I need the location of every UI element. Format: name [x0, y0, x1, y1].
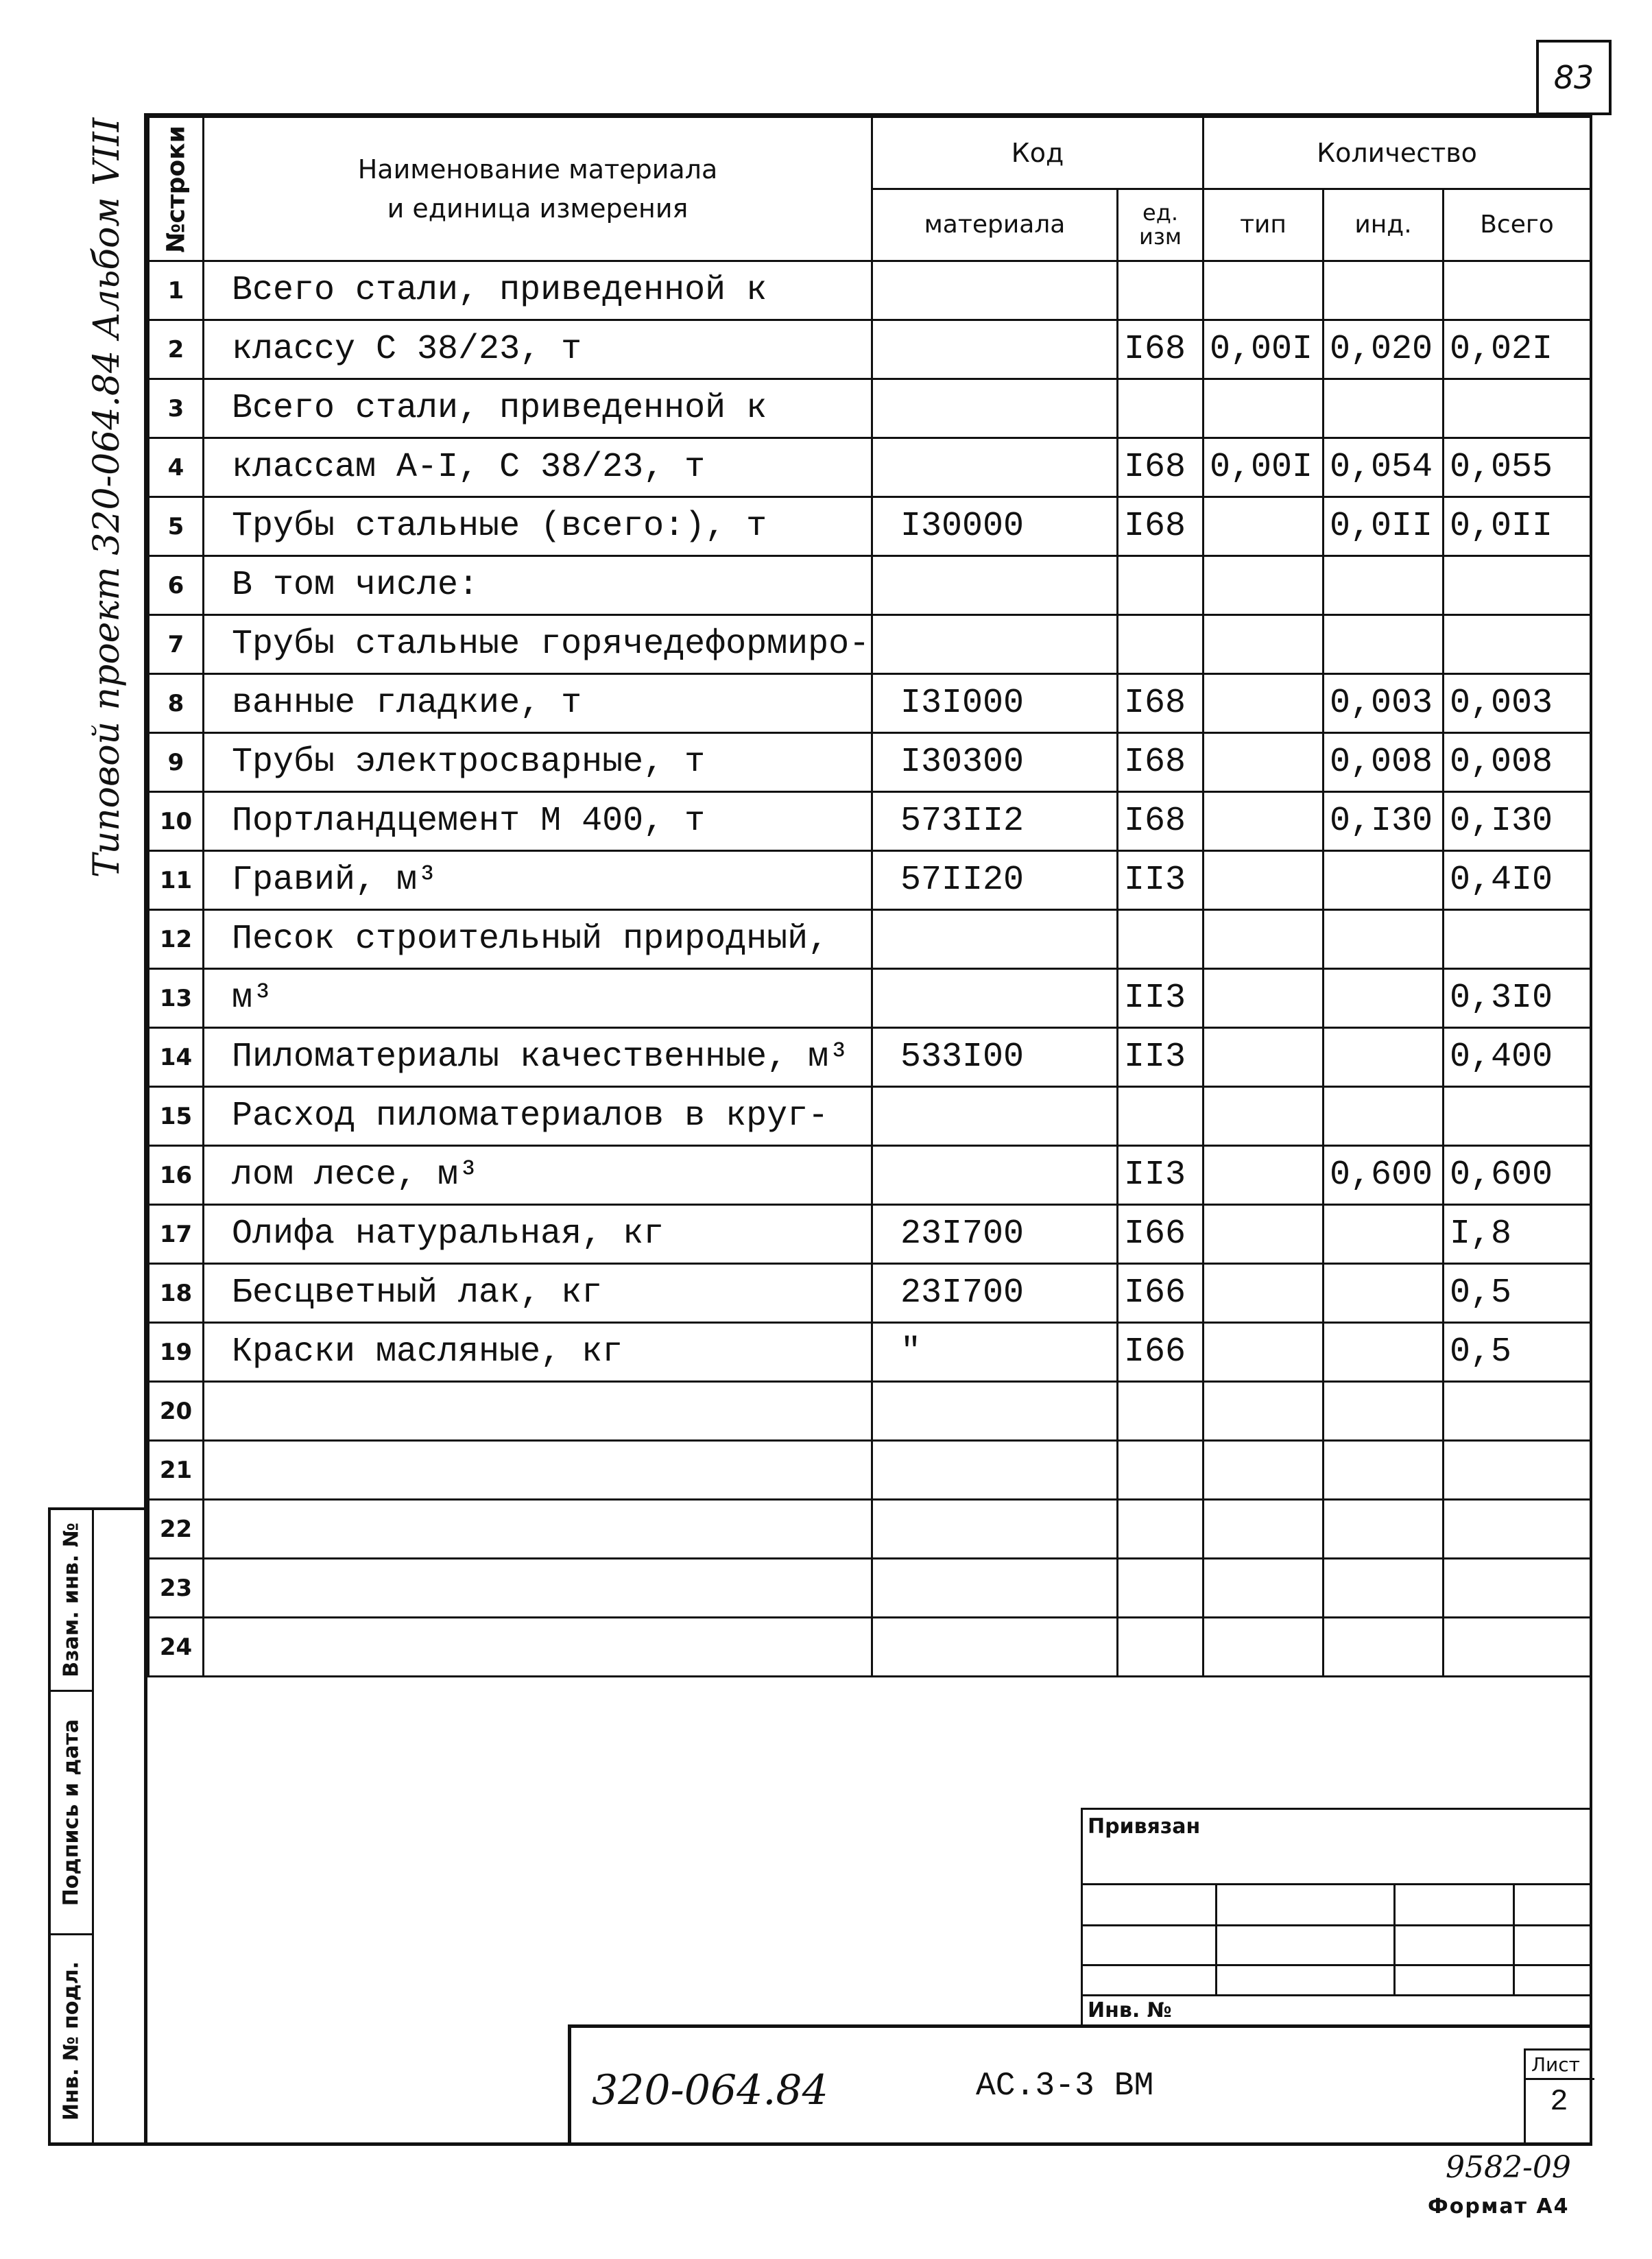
row-number: 6 — [149, 556, 204, 615]
qty-total — [1444, 261, 1591, 320]
row-number: 2 — [149, 320, 204, 379]
qty-ind — [1324, 851, 1444, 910]
material-code — [872, 1146, 1118, 1205]
table-row — [149, 615, 1591, 674]
qty-ind — [1324, 1087, 1444, 1146]
row-number: 7 — [149, 615, 204, 674]
qty-ind — [1324, 379, 1444, 438]
qty-ind — [1324, 1618, 1444, 1677]
material-name — [204, 1618, 872, 1677]
qty-ind — [1324, 1264, 1444, 1323]
side-inv-original: Инв. № подл. — [59, 1961, 84, 2120]
qty-total — [1444, 379, 1591, 438]
material-code: I3I000 — [872, 674, 1118, 733]
header-name: Наименование материала и единица измерения — [204, 117, 872, 261]
row-number: 13 — [149, 969, 204, 1028]
unit-code: I68 — [1118, 438, 1204, 497]
qty-total: 0,5 — [1444, 1264, 1591, 1323]
unit-code: I66 — [1118, 1205, 1204, 1264]
row-number: 11 — [149, 851, 204, 910]
qty-ind: 0,054 — [1324, 438, 1444, 497]
qty-ind — [1324, 1441, 1444, 1500]
table-row — [149, 1618, 1591, 1677]
material-name — [204, 1500, 872, 1559]
qty-ind — [1324, 1028, 1444, 1087]
qty-ind — [1324, 556, 1444, 615]
row-number: 8 — [149, 674, 204, 733]
qty-total: 0,I30 — [1444, 792, 1591, 851]
material-code — [872, 969, 1118, 1028]
unit-code — [1118, 1382, 1204, 1441]
table-row — [149, 1264, 1591, 1323]
header-code: Код — [872, 117, 1204, 189]
material-code: 573II2 — [872, 792, 1118, 851]
side-stamp — [48, 1507, 147, 2146]
qty-ind — [1324, 615, 1444, 674]
table-row — [149, 320, 1591, 379]
row-number: 24 — [149, 1618, 204, 1677]
qty-typ — [1204, 1028, 1324, 1087]
material-code — [872, 379, 1118, 438]
qty-total: 0,600 — [1444, 1146, 1591, 1205]
material-name: Гравий, м³ — [204, 851, 872, 910]
material-code — [872, 320, 1118, 379]
material-name — [204, 1382, 872, 1441]
row-number: 3 — [149, 379, 204, 438]
qty-total: 0,4I0 — [1444, 851, 1591, 910]
qty-typ — [1204, 1500, 1324, 1559]
qty-typ: 0,00I — [1204, 320, 1324, 379]
qty-ind — [1324, 1500, 1444, 1559]
qty-typ — [1204, 556, 1324, 615]
table-row — [149, 851, 1591, 910]
material-name: В том числе: — [204, 556, 872, 615]
unit-code — [1118, 379, 1204, 438]
sheet-box — [1524, 2048, 1592, 2146]
row-number: 21 — [149, 1441, 204, 1500]
unit-code: I68 — [1118, 733, 1204, 792]
row-number: 14 — [149, 1028, 204, 1087]
unit-code: II3 — [1118, 969, 1204, 1028]
inv-number-label: Инв. № — [1088, 1998, 1172, 2022]
table-row — [149, 1028, 1591, 1087]
row-number: 20 — [149, 1382, 204, 1441]
table-row — [149, 261, 1591, 320]
table-row — [149, 1500, 1591, 1559]
material-code: I30000 — [872, 497, 1118, 556]
material-name: Портландцемент М 400, т — [204, 792, 872, 851]
material-code: 23I700 — [872, 1264, 1118, 1323]
format-label: Формат А4 — [1428, 2195, 1570, 2219]
material-code — [872, 1441, 1118, 1500]
material-name: Пиломатериалы качественные, м³ — [204, 1028, 872, 1087]
material-name: Бесцветный лак, кг — [204, 1264, 872, 1323]
qty-ind — [1324, 1382, 1444, 1441]
unit-code: I66 — [1118, 1323, 1204, 1382]
table-row — [149, 1323, 1591, 1382]
table-row — [149, 438, 1591, 497]
material-code — [872, 910, 1118, 969]
material-name: Всего стали, приведенной к — [204, 261, 872, 320]
unit-code: II3 — [1118, 851, 1204, 910]
material-code: 23I700 — [872, 1205, 1118, 1264]
header-quantity: Количество — [1204, 117, 1591, 189]
header-row-number: №строки — [149, 117, 204, 261]
unit-code — [1118, 1087, 1204, 1146]
qty-total: 0,5 — [1444, 1323, 1591, 1382]
qty-total — [1444, 1441, 1591, 1500]
header-qty-total: Всего — [1444, 189, 1591, 261]
table-row — [149, 733, 1591, 792]
qty-typ — [1204, 379, 1324, 438]
row-number: 10 — [149, 792, 204, 851]
material-name: Трубы электросварные, т — [204, 733, 872, 792]
table-row — [149, 1441, 1591, 1500]
qty-total: I,8 — [1444, 1205, 1591, 1264]
unit-code — [1118, 1618, 1204, 1677]
material-name: Краски масляные, кг — [204, 1323, 872, 1382]
table-row — [149, 674, 1591, 733]
qty-typ — [1204, 1146, 1324, 1205]
qty-typ — [1204, 969, 1324, 1028]
material-code — [872, 261, 1118, 320]
unit-code — [1118, 1500, 1204, 1559]
qty-typ — [1204, 615, 1324, 674]
qty-total: 0,055 — [1444, 438, 1591, 497]
material-name: ванные гладкие, т — [204, 674, 872, 733]
sheet-label: Лист — [1531, 2053, 1580, 2076]
page-number: 83 — [1536, 40, 1612, 115]
unit-code: I66 — [1118, 1264, 1204, 1323]
qty-typ — [1204, 1618, 1324, 1677]
row-number: 15 — [149, 1087, 204, 1146]
qty-typ — [1204, 733, 1324, 792]
qty-ind — [1324, 969, 1444, 1028]
qty-ind — [1324, 910, 1444, 969]
material-code — [872, 556, 1118, 615]
qty-ind — [1324, 1559, 1444, 1618]
unit-code: II3 — [1118, 1146, 1204, 1205]
qty-ind: 0,0II — [1324, 497, 1444, 556]
qty-typ — [1204, 674, 1324, 733]
qty-typ — [1204, 851, 1324, 910]
qty-typ — [1204, 1441, 1324, 1500]
material-name: лом лесе, м³ — [204, 1146, 872, 1205]
side-stamp-divider — [92, 1510, 94, 2142]
qty-total: 0,0II — [1444, 497, 1591, 556]
material-code: " — [872, 1323, 1118, 1382]
material-code — [872, 615, 1118, 674]
table-row — [149, 969, 1591, 1028]
material-code — [872, 438, 1118, 497]
unit-code — [1118, 261, 1204, 320]
row-number: 16 — [149, 1146, 204, 1205]
qty-total — [1444, 556, 1591, 615]
material-name: классам А-I, С 38/23, т — [204, 438, 872, 497]
material-name: Песок строительный природный, — [204, 910, 872, 969]
table-row — [149, 497, 1591, 556]
qty-typ — [1204, 261, 1324, 320]
material-code — [872, 1618, 1118, 1677]
materials-table — [147, 116, 1592, 1677]
material-name: классу С 38/23, т — [204, 320, 872, 379]
table-row — [149, 556, 1591, 615]
qty-typ — [1204, 792, 1324, 851]
unit-code: I68 — [1118, 497, 1204, 556]
row-number: 4 — [149, 438, 204, 497]
material-name: Трубы стальные (всего:), т — [204, 497, 872, 556]
table-row — [149, 1382, 1591, 1441]
header-code-material: материала — [872, 189, 1118, 261]
material-code — [872, 1559, 1118, 1618]
material-name: Олифа натуральная, кг — [204, 1205, 872, 1264]
qty-ind: 0,600 — [1324, 1146, 1444, 1205]
qty-ind: 0,008 — [1324, 733, 1444, 792]
qty-ind — [1324, 1205, 1444, 1264]
qty-typ — [1204, 1559, 1324, 1618]
qty-ind: 0,020 — [1324, 320, 1444, 379]
header-code-unit: ед. изм — [1118, 189, 1204, 261]
qty-ind — [1324, 261, 1444, 320]
qty-total — [1444, 1382, 1591, 1441]
table-row — [149, 910, 1591, 969]
row-number: 5 — [149, 497, 204, 556]
qty-total — [1444, 1500, 1591, 1559]
qty-ind — [1324, 1323, 1444, 1382]
qty-ind: 0,003 — [1324, 674, 1444, 733]
qty-total: 0,003 — [1444, 674, 1591, 733]
unit-code: II3 — [1118, 1028, 1204, 1087]
row-number: 18 — [149, 1264, 204, 1323]
material-name: Трубы стальные горячедеформиро- — [204, 615, 872, 674]
qty-total — [1444, 615, 1591, 674]
document-title: АС.3-3 ВМ — [976, 2068, 1154, 2105]
row-number: 17 — [149, 1205, 204, 1264]
table-row — [149, 379, 1591, 438]
qty-typ — [1204, 1264, 1324, 1323]
archive-number: 9582-09 — [1446, 2150, 1571, 2185]
table-row — [149, 1559, 1591, 1618]
qty-total — [1444, 1559, 1591, 1618]
material-code — [872, 1500, 1118, 1559]
qty-typ — [1204, 910, 1324, 969]
qty-ind: 0,I30 — [1324, 792, 1444, 851]
qty-total: 0,3I0 — [1444, 969, 1591, 1028]
table-row — [149, 1205, 1591, 1264]
header-qty-typ: тип — [1204, 189, 1324, 261]
material-name: Всего стали, приведенной к — [204, 379, 872, 438]
material-code — [872, 1087, 1118, 1146]
qty-total: 0,008 — [1444, 733, 1591, 792]
qty-typ: 0,00I — [1204, 438, 1324, 497]
row-number: 12 — [149, 910, 204, 969]
title-block — [568, 2024, 1592, 2146]
qty-typ — [1204, 497, 1324, 556]
row-number: 9 — [149, 733, 204, 792]
unit-code — [1118, 615, 1204, 674]
qty-total: 0,02I — [1444, 320, 1591, 379]
row-number: 23 — [149, 1559, 204, 1618]
table-row — [149, 792, 1591, 851]
side-signature-date: Подпись и дата — [51, 1692, 92, 1935]
binding-label: Привязан — [1088, 1815, 1201, 1839]
row-number: 22 — [149, 1500, 204, 1559]
material-code: I30300 — [872, 733, 1118, 792]
material-name: м³ — [204, 969, 872, 1028]
unit-code: I68 — [1118, 792, 1204, 851]
material-code: 57II20 — [872, 851, 1118, 910]
qty-typ — [1204, 1382, 1324, 1441]
qty-total: 0,400 — [1444, 1028, 1591, 1087]
qty-total — [1444, 1087, 1591, 1146]
row-number: 19 — [149, 1323, 204, 1382]
qty-typ — [1204, 1087, 1324, 1146]
unit-code — [1118, 910, 1204, 969]
document-code: 320-064.84 — [592, 2066, 828, 2114]
material-name — [204, 1441, 872, 1500]
material-code — [872, 1382, 1118, 1441]
table-row — [149, 1146, 1591, 1205]
binding-stamp — [1081, 1808, 1592, 2024]
row-number: 1 — [149, 261, 204, 320]
unit-code — [1118, 1441, 1204, 1500]
album-note: Типовой проект 320-064.84 Альбом VIII — [86, 117, 128, 878]
material-code: 533I00 — [872, 1028, 1118, 1087]
sheet-number: 2 — [1550, 2085, 1568, 2119]
table-row — [149, 1087, 1591, 1146]
qty-typ — [1204, 1205, 1324, 1264]
side-replace-inv: Взам. инв. № — [51, 1510, 92, 1692]
unit-code: I68 — [1118, 674, 1204, 733]
unit-code — [1118, 556, 1204, 615]
header-qty-ind: инд. — [1324, 189, 1444, 261]
qty-total — [1444, 910, 1591, 969]
material-name: Расход пиломатериалов в круг- — [204, 1087, 872, 1146]
material-name — [204, 1559, 872, 1618]
unit-code — [1118, 1559, 1204, 1618]
unit-code: I68 — [1118, 320, 1204, 379]
qty-typ — [1204, 1323, 1324, 1382]
qty-total — [1444, 1618, 1591, 1677]
